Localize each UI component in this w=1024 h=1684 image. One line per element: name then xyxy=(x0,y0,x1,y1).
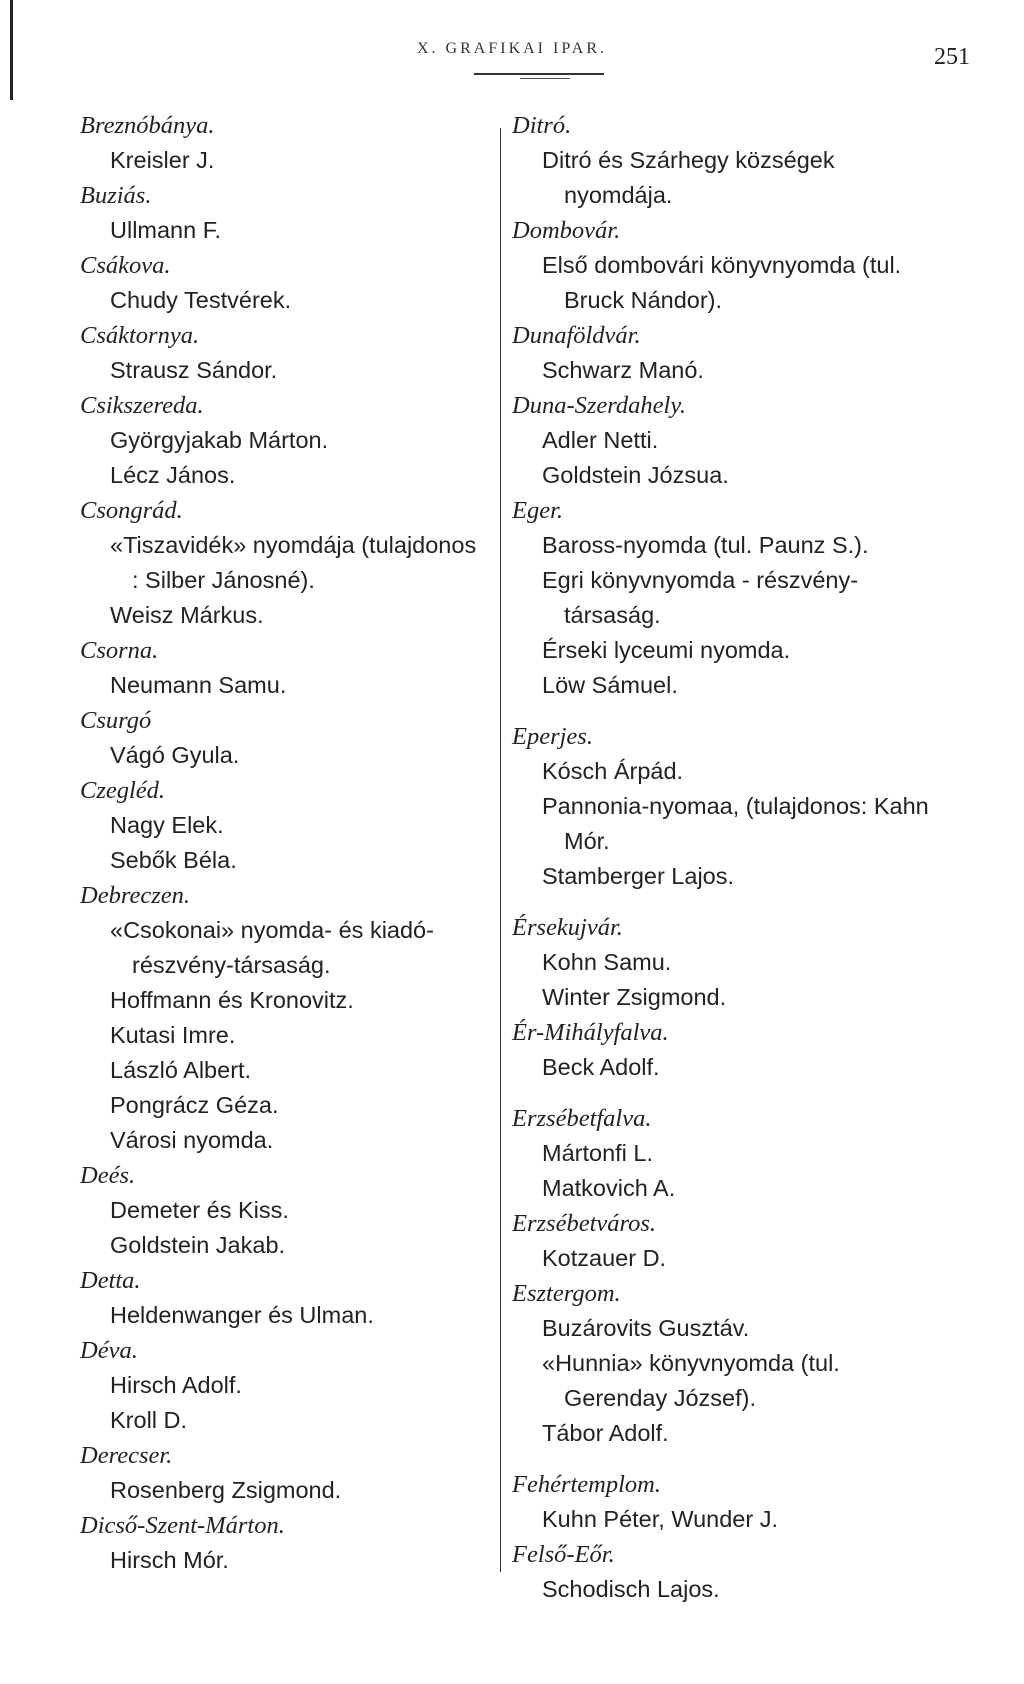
place-group xyxy=(80,108,488,178)
printer-entry: Demeter és Kiss. xyxy=(110,1197,289,1223)
printer-entry: Neumann Samu. xyxy=(110,672,287,698)
printer-entry: Érseki lyceumi nyomda. xyxy=(542,637,791,663)
printer-entry: Tábor Adolf. xyxy=(542,1420,669,1446)
place-heading: Buziás. xyxy=(80,182,152,209)
printer-entry: Schwarz Manó. xyxy=(542,357,704,383)
place-heading: Deés. xyxy=(80,1162,136,1189)
place-group xyxy=(80,1508,488,1578)
printer-entry: «Hunnia» könyvnyomda (tul. Gerenday József). xyxy=(542,1350,840,1411)
place-group xyxy=(512,1206,940,1276)
printer-entry: László Albert. xyxy=(110,1057,252,1083)
place-heading: Csorna. xyxy=(80,637,159,664)
place-group xyxy=(80,318,488,388)
place-heading: Dicső-Szent-Márton. xyxy=(80,1512,285,1539)
place-heading: Déva. xyxy=(80,1337,138,1364)
printer-entry: Kroll D. xyxy=(110,1407,188,1433)
printer-entry: Kutasi Imre. xyxy=(110,1022,236,1048)
right-column xyxy=(512,108,940,1607)
place-group xyxy=(512,318,940,388)
printer-entry: Kreisler J. xyxy=(110,147,215,173)
printer-entry: Schodisch Lajos. xyxy=(542,1576,720,1602)
place-group xyxy=(512,1276,940,1467)
printer-entry: Hirsch Mór. xyxy=(110,1547,229,1573)
place-group xyxy=(512,719,940,910)
printer-entry: Strausz Sándor. xyxy=(110,357,278,383)
printer-entry: Pongrácz Géza. xyxy=(110,1092,279,1118)
printer-entry: Adler Netti. xyxy=(542,427,659,453)
printer-entry: Rosenberg Zsigmond. xyxy=(110,1477,342,1503)
place-group xyxy=(512,910,940,1015)
place-group xyxy=(512,213,940,318)
place-heading: Dunaföldvár. xyxy=(512,322,641,349)
place-heading: Ér-Mihályfalva. xyxy=(512,1019,669,1046)
place-group xyxy=(80,388,488,493)
printer-entry: Hoffmann és Kronovitz. xyxy=(110,987,354,1013)
place-group xyxy=(80,1333,488,1438)
printer-entry: Lécz János. xyxy=(110,462,236,488)
running-head: X. GRAFIKAI IPAR. xyxy=(417,40,607,57)
place-heading: Breznóbánya. xyxy=(80,112,215,139)
place-heading: Csurgó xyxy=(80,707,152,734)
printer-entry: Vágó Gyula. xyxy=(110,742,240,768)
place-group xyxy=(80,178,488,248)
place-group xyxy=(512,388,940,493)
place-heading: Debreczen. xyxy=(80,882,190,909)
place-group xyxy=(80,1158,488,1263)
printer-entry: Ullmann F. xyxy=(110,217,222,243)
place-heading: Felső-Eőr. xyxy=(512,1541,615,1568)
printer-entry: Heldenwanger és Ulman. xyxy=(110,1302,374,1328)
place-group xyxy=(80,493,488,633)
page-number: 251 xyxy=(934,44,970,70)
printer-entry: Nagy Elek. xyxy=(110,812,224,838)
place-heading: Esztergom. xyxy=(512,1280,621,1307)
column-rule xyxy=(500,128,501,1572)
running-head-rule xyxy=(474,73,604,75)
printer-entry: Löw Sámuel. xyxy=(542,672,678,698)
place-group xyxy=(80,703,488,773)
group-spacer xyxy=(520,1085,940,1101)
printer-entry: Goldstein Józsua. xyxy=(542,462,729,488)
printer-entry: Matkovich A. xyxy=(542,1175,676,1201)
running-head-rule-short xyxy=(520,78,570,79)
group-spacer xyxy=(520,1451,940,1467)
printer-entry: Városi nyomda. xyxy=(110,1127,274,1153)
left-column xyxy=(80,108,488,1578)
place-heading: Csongrád. xyxy=(80,497,183,524)
printer-entry: Winter Zsigmond. xyxy=(542,984,727,1010)
place-group xyxy=(512,108,940,213)
place-heading: Eperjes. xyxy=(512,723,593,750)
printer-entry: Baross-nyomda (tul. Paunz S.). xyxy=(542,532,869,558)
printer-entry: Chudy Testvérek. xyxy=(110,287,292,313)
printer-entry: Stamberger Lajos. xyxy=(542,863,735,889)
printer-entry: Első dombovári könyvnyomda (tul. Bruck Nándor). xyxy=(542,252,902,313)
printer-entry: Ditró és Szárhegy községek nyomdája. xyxy=(542,147,835,208)
printer-entry: Kohn Samu. xyxy=(542,949,672,975)
place-heading: Eger. xyxy=(512,497,564,524)
place-group xyxy=(80,878,488,1158)
group-spacer xyxy=(520,894,940,910)
place-heading: Ditró. xyxy=(512,112,572,139)
place-heading: Erzsébetfalva. xyxy=(512,1105,652,1132)
place-heading: Csikszereda. xyxy=(80,392,204,419)
place-group xyxy=(512,1015,940,1101)
place-heading: Duna-Szerdahely. xyxy=(512,392,686,419)
place-group xyxy=(80,1438,488,1508)
place-heading: Fehértemplom. xyxy=(512,1471,661,1498)
place-group xyxy=(80,248,488,318)
printer-entry: Beck Adolf. xyxy=(542,1054,660,1080)
place-heading: Detta. xyxy=(80,1267,141,1294)
printer-entry: Egri könyvnyomda - részvény- társaság. xyxy=(542,567,859,628)
place-heading: Czegléd. xyxy=(80,777,166,804)
printer-entry: Kotzauer D. xyxy=(542,1245,667,1271)
place-group xyxy=(512,1101,940,1206)
printer-entry: Goldstein Jakab. xyxy=(110,1232,286,1258)
place-heading: Derecser. xyxy=(80,1442,173,1469)
place-heading: Csákova. xyxy=(80,252,171,279)
place-group xyxy=(80,1263,488,1333)
printer-entry: Mártonfi L. xyxy=(542,1140,654,1166)
printer-entry: Weisz Márkus. xyxy=(110,602,264,628)
place-heading: Csáktornya. xyxy=(80,322,200,349)
place-group xyxy=(512,493,940,719)
printer-entry: Györgyjakab Márton. xyxy=(110,427,329,453)
printer-entry: Pannonia-nyomaa, (tulajdonos: Kahn Mór. xyxy=(542,793,929,854)
place-group xyxy=(80,773,488,878)
printer-entry: Kuhn Péter, Wunder J. xyxy=(542,1506,779,1532)
place-group xyxy=(512,1537,940,1607)
place-heading: Érsekujvár. xyxy=(512,914,623,941)
place-group xyxy=(512,1467,940,1537)
place-heading: Dombovár. xyxy=(512,217,621,244)
place-heading: Erzsébetváros. xyxy=(512,1210,657,1237)
group-spacer xyxy=(520,703,940,719)
printer-entry: Hirsch Adolf. xyxy=(110,1372,242,1398)
place-group xyxy=(80,633,488,703)
printer-entry: Sebők Béla. xyxy=(110,847,237,873)
printer-entry: Buzárovits Gusztáv. xyxy=(542,1315,750,1341)
printer-entry: Kósch Árpád. xyxy=(542,758,684,784)
printer-entry: «Csokonai» nyomda- és kiadó- részvény-társaság. xyxy=(110,917,434,978)
printer-entry: «Tiszavidék» nyomdája (tulajdonos : Silber Jánosné). xyxy=(110,532,477,593)
